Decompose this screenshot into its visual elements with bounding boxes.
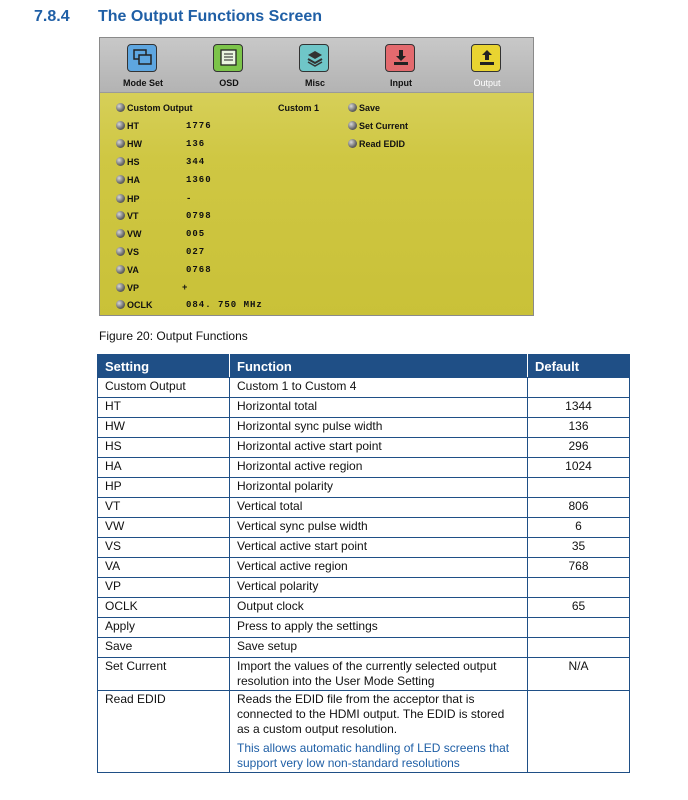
osd-param-label: HW	[127, 139, 142, 149]
osd-row-hs[interactable]	[116, 155, 356, 169]
function-cell	[230, 638, 528, 658]
function-text: Output clock	[237, 599, 304, 613]
tab-label: OSD	[219, 78, 239, 88]
column-header: Setting	[98, 355, 230, 378]
function-note: This allows automatic handling of LED screens that support very low non-standard resolutions	[237, 741, 510, 770]
osd-param-value: Custom 1	[278, 103, 320, 113]
setting-cell: Set Current	[98, 658, 230, 691]
setting-cell: Apply	[98, 618, 230, 638]
osd-action-save[interactable]	[348, 101, 380, 115]
function-text: Import the values of the currently selected output resolution into the User Mode Setting	[237, 659, 497, 688]
default-cell	[528, 638, 630, 658]
table-row	[98, 578, 630, 598]
default-cell: 136	[528, 418, 630, 438]
setting-cell: HP	[98, 478, 230, 498]
table-row	[98, 598, 630, 618]
osd-row-vs[interactable]	[116, 245, 356, 259]
column-header: Default	[528, 355, 630, 378]
osd-param-label: VW	[127, 229, 142, 239]
function-text: Vertical active region	[237, 559, 348, 573]
function-text: Vertical sync pulse width	[237, 519, 368, 533]
table-row	[98, 438, 630, 458]
tab-osd[interactable]	[186, 38, 272, 92]
table-row	[98, 558, 630, 578]
column-header: Function	[230, 355, 528, 378]
default-cell	[528, 578, 630, 598]
osd-row-custom-output[interactable]	[116, 101, 356, 115]
setting-cell: VS	[98, 538, 230, 558]
default-cell: 768	[528, 558, 630, 578]
function-text: Save setup	[237, 639, 298, 653]
setting-cell: Save	[98, 638, 230, 658]
default-cell: 806	[528, 498, 630, 518]
stack-icon	[299, 44, 329, 72]
figure-caption: Figure 20: Output Functions	[99, 329, 248, 343]
function-text: Press to apply the settings	[237, 619, 378, 633]
radio-bullet-icon	[116, 247, 125, 256]
osd-row-vt[interactable]	[116, 209, 356, 223]
function-text: Horizontal active region	[237, 459, 363, 473]
osd-action-label: Read EDID	[359, 139, 406, 149]
osd-row-hw[interactable]	[116, 137, 356, 151]
function-cell	[230, 691, 528, 773]
osd-row-hp[interactable]	[116, 192, 356, 206]
setting-cell: HA	[98, 458, 230, 478]
osd-param-value: 005	[186, 229, 206, 239]
document-icon	[213, 44, 243, 72]
section-heading	[34, 8, 322, 26]
setting-cell: VW	[98, 518, 230, 538]
default-cell: 65	[528, 598, 630, 618]
table-row	[98, 478, 630, 498]
osd-param-label: Custom Output	[127, 103, 193, 113]
osd-param-label: HS	[127, 157, 140, 167]
osd-param-value: 0768	[186, 265, 212, 275]
function-text: Vertical total	[237, 499, 303, 513]
function-cell	[230, 518, 528, 538]
osd-screen	[99, 37, 534, 316]
table-row	[98, 538, 630, 558]
osd-param-label: VT	[127, 211, 139, 221]
osd-param-value: 084. 750 MHz	[186, 300, 263, 310]
setting-cell: HW	[98, 418, 230, 438]
function-text: Horizontal total	[237, 399, 318, 413]
table-row	[98, 378, 630, 398]
tab-misc[interactable]	[272, 38, 358, 92]
function-text: Horizontal polarity	[237, 479, 334, 493]
tab-label: Mode Set	[122, 78, 163, 88]
radio-bullet-icon	[116, 283, 125, 292]
setting-cell: Custom Output	[98, 378, 230, 398]
table-row	[98, 398, 630, 418]
function-text: Custom 1 to Custom 4	[237, 379, 357, 393]
function-cell	[230, 378, 528, 398]
function-text: Vertical active start point	[237, 539, 368, 553]
function-cell	[230, 438, 528, 458]
table-header-row	[98, 355, 630, 378]
table-row	[98, 498, 630, 518]
radio-bullet-icon	[116, 229, 125, 238]
function-cell	[230, 458, 528, 478]
function-cell	[230, 398, 528, 418]
table-row	[98, 618, 630, 638]
radio-bullet-icon	[116, 300, 125, 309]
radio-bullet-icon	[116, 211, 125, 220]
default-cell: 296	[528, 438, 630, 458]
section-title: The Output Functions Screen	[98, 8, 323, 25]
default-cell	[528, 478, 630, 498]
output-arrow-icon	[471, 44, 501, 72]
osd-param-label: VS	[127, 247, 140, 257]
radio-bullet-icon	[116, 175, 125, 184]
function-cell	[230, 498, 528, 518]
osd-param-value: -	[186, 194, 193, 204]
default-cell: 1024	[528, 458, 630, 478]
radio-bullet-icon	[116, 194, 125, 203]
osd-row-oclk[interactable]	[116, 298, 376, 312]
function-cell	[230, 578, 528, 598]
tab-input[interactable]	[358, 38, 444, 92]
setting-cell: VT	[98, 498, 230, 518]
window-icon	[127, 44, 157, 72]
osd-param-value: 1360	[186, 175, 212, 185]
tab-mode-set[interactable]	[100, 38, 186, 92]
section-number: 7.8.4	[34, 8, 70, 25]
function-text: Horizontal active start point	[237, 439, 382, 453]
table-row	[98, 458, 630, 478]
input-arrow-icon	[385, 44, 415, 72]
osd-param-value: 0798	[186, 211, 212, 221]
settings-table	[97, 354, 630, 773]
radio-bullet-icon	[348, 121, 357, 130]
osd-param-label: HP	[127, 194, 140, 204]
function-cell	[230, 478, 528, 498]
osd-row-va[interactable]	[116, 263, 356, 277]
radio-bullet-icon	[348, 139, 357, 148]
tab-label: Output	[473, 78, 501, 88]
setting-cell: VP	[98, 578, 230, 598]
default-cell: 1344	[528, 398, 630, 418]
tab-label: Misc	[304, 78, 325, 88]
table-row	[98, 658, 630, 691]
function-cell	[230, 658, 528, 691]
function-text: Reads the EDID file from the acceptor that is connected to the HDMI output. The EDID is stored as a custom output resolution.	[237, 692, 505, 736]
radio-bullet-icon	[116, 103, 125, 112]
tab-output[interactable]	[444, 38, 530, 92]
tab-label: Input	[390, 78, 412, 88]
osd-param-label: VP	[127, 283, 140, 293]
radio-bullet-icon	[116, 139, 125, 148]
default-cell	[528, 378, 630, 398]
osd-action-label: Set Current	[359, 121, 409, 131]
osd-param-value: 027	[186, 247, 206, 257]
osd-param-value: 344	[186, 157, 206, 167]
osd-row-vp[interactable]	[116, 281, 356, 295]
table-row	[98, 518, 630, 538]
table-row	[98, 638, 630, 658]
setting-cell: HT	[98, 398, 230, 418]
osd-custom-output-value	[278, 101, 319, 115]
osd-menu-bar	[100, 38, 533, 93]
osd-param-label: HA	[127, 175, 140, 185]
osd-param-value: 1776	[186, 121, 212, 131]
table-body	[98, 378, 630, 773]
table-row	[98, 691, 630, 773]
osd-param-label: HT	[127, 121, 139, 131]
function-cell	[230, 418, 528, 438]
default-cell: N/A	[528, 658, 630, 691]
setting-cell: VA	[98, 558, 230, 578]
osd-param-label: VA	[127, 265, 139, 275]
osd-param-label: OCLK	[127, 300, 153, 310]
setting-cell: OCLK	[98, 598, 230, 618]
osd-param-value: +	[182, 283, 189, 293]
osd-row-ha[interactable]	[116, 173, 356, 187]
osd-action-label: Save	[359, 103, 381, 113]
function-cell	[230, 558, 528, 578]
table-row	[98, 418, 630, 438]
osd-action-set-current[interactable]	[348, 119, 408, 133]
osd-row-ht[interactable]	[116, 119, 356, 133]
setting-cell: HS	[98, 438, 230, 458]
default-cell: 35	[528, 538, 630, 558]
osd-row-vw[interactable]	[116, 227, 356, 241]
radio-bullet-icon	[116, 157, 125, 166]
function-text: Vertical polarity	[237, 579, 319, 593]
default-cell	[528, 691, 630, 773]
osd-param-value: 136	[186, 139, 206, 149]
function-cell	[230, 598, 528, 618]
radio-bullet-icon	[348, 103, 357, 112]
setting-cell: Read EDID	[98, 691, 230, 773]
osd-action-read-edid[interactable]	[348, 137, 405, 151]
default-cell	[528, 618, 630, 638]
default-cell: 6	[528, 518, 630, 538]
function-cell	[230, 618, 528, 638]
function-cell	[230, 538, 528, 558]
function-text: Horizontal sync pulse width	[237, 419, 383, 433]
radio-bullet-icon	[116, 121, 125, 130]
radio-bullet-icon	[116, 265, 125, 274]
